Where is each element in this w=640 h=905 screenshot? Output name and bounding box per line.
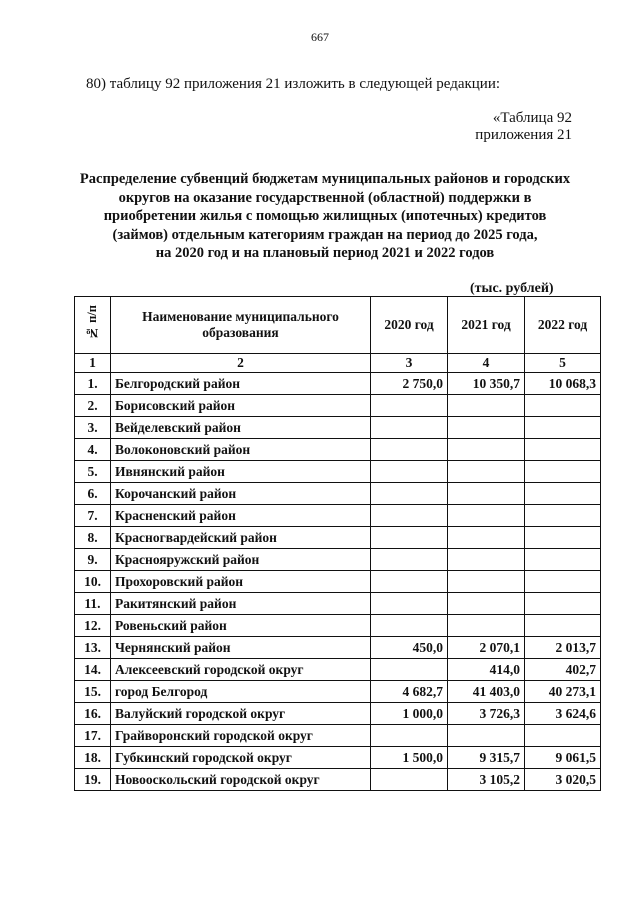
value-2020 bbox=[371, 615, 448, 637]
table-row bbox=[75, 549, 601, 571]
value-2020 bbox=[371, 461, 448, 483]
value-2022 bbox=[525, 549, 601, 571]
value-2022: 40 273,1 bbox=[525, 681, 601, 703]
table-row bbox=[75, 395, 601, 417]
table-row bbox=[75, 703, 601, 725]
title-line: округов на оказание государственной (областной) поддержки в bbox=[118, 189, 532, 206]
table-row bbox=[75, 439, 601, 461]
table-reference-line: «Таблица 92 bbox=[492, 110, 572, 126]
value-2021 bbox=[448, 461, 525, 483]
value-2021 bbox=[448, 483, 525, 505]
table-row bbox=[75, 483, 601, 505]
table-row bbox=[75, 725, 601, 747]
district-name: Алексеевский городской округ bbox=[111, 659, 371, 681]
column-number: 3 bbox=[371, 354, 448, 373]
table-header-row bbox=[75, 297, 601, 354]
value-2021 bbox=[448, 593, 525, 615]
units-label: (тыс. рублей) bbox=[470, 281, 554, 296]
value-2022 bbox=[525, 439, 601, 461]
value-2021 bbox=[448, 549, 525, 571]
header-num: № п/п bbox=[75, 297, 111, 354]
value-2022 bbox=[525, 527, 601, 549]
value-2022: 3 624,6 bbox=[525, 703, 601, 725]
title-line: на 2020 год и на плановый период 2021 и 2022 годов bbox=[155, 245, 495, 261]
value-2020 bbox=[371, 593, 448, 615]
title-line: (займов) отдельным категориям граждан на период до 2025 года, bbox=[112, 226, 538, 243]
row-number: 2. bbox=[75, 395, 111, 417]
district-name: Грайворонский городской округ bbox=[111, 725, 371, 747]
title-line: Распределение субвенций бюджетам муниципальных районов и городских bbox=[79, 171, 571, 187]
value-2020: 4 682,7 bbox=[371, 681, 448, 703]
value-2022 bbox=[525, 725, 601, 747]
column-number: 4 bbox=[448, 354, 525, 373]
document-title bbox=[60, 170, 590, 263]
value-2022: 2 013,7 bbox=[525, 637, 601, 659]
row-number: 19. bbox=[75, 769, 111, 791]
value-2022 bbox=[525, 417, 601, 439]
value-2022: 9 061,5 bbox=[525, 747, 601, 769]
district-name: Новооскольский городской округ bbox=[111, 769, 371, 791]
district-name: Краснояружский район bbox=[111, 549, 371, 571]
row-number: 15. bbox=[75, 681, 111, 703]
value-2022 bbox=[525, 615, 601, 637]
value-2020 bbox=[371, 395, 448, 417]
table-row bbox=[75, 527, 601, 549]
value-2021 bbox=[448, 571, 525, 593]
value-2021 bbox=[448, 439, 525, 461]
row-number: 6. bbox=[75, 483, 111, 505]
value-2022: 10 068,3 bbox=[525, 373, 601, 395]
district-name: Красненский район bbox=[111, 505, 371, 527]
table-row bbox=[75, 681, 601, 703]
value-2020 bbox=[371, 725, 448, 747]
row-number: 8. bbox=[75, 527, 111, 549]
intro-text: 80) таблицу 92 приложения 21 изложить в следующей редакции: bbox=[86, 76, 501, 92]
district-name: Ивнянский район bbox=[111, 461, 371, 483]
row-number: 16. bbox=[75, 703, 111, 725]
value-2020 bbox=[371, 527, 448, 549]
district-name: Ракитянский район bbox=[111, 593, 371, 615]
row-number: 7. bbox=[75, 505, 111, 527]
value-2020 bbox=[371, 659, 448, 681]
table-row bbox=[75, 373, 601, 395]
district-name: Прохоровский район bbox=[111, 571, 371, 593]
table-reference bbox=[440, 110, 572, 144]
table-reference-line: приложения 21 bbox=[475, 127, 572, 143]
value-2020 bbox=[371, 417, 448, 439]
value-2022 bbox=[525, 395, 601, 417]
row-number: 4. bbox=[75, 439, 111, 461]
row-number: 12. bbox=[75, 615, 111, 637]
district-name: город Белгород bbox=[111, 681, 371, 703]
table-row bbox=[75, 747, 601, 769]
value-2021: 41 403,0 bbox=[448, 681, 525, 703]
value-2022: 402,7 bbox=[525, 659, 601, 681]
district-name: Губкинский городской округ bbox=[111, 747, 371, 769]
value-2021 bbox=[448, 395, 525, 417]
row-number: 9. bbox=[75, 549, 111, 571]
header-name: Наименование муниципального образования bbox=[111, 297, 371, 354]
value-2020 bbox=[371, 505, 448, 527]
value-2021: 10 350,7 bbox=[448, 373, 525, 395]
table-row bbox=[75, 571, 601, 593]
value-2021: 9 315,7 bbox=[448, 747, 525, 769]
value-2022 bbox=[525, 483, 601, 505]
value-2021: 414,0 bbox=[448, 659, 525, 681]
value-2021 bbox=[448, 417, 525, 439]
table-row bbox=[75, 593, 601, 615]
row-number: 1. bbox=[75, 373, 111, 395]
value-2022 bbox=[525, 505, 601, 527]
value-2020 bbox=[371, 571, 448, 593]
value-2022 bbox=[525, 571, 601, 593]
value-2021 bbox=[448, 505, 525, 527]
row-number: 10. bbox=[75, 571, 111, 593]
table-row bbox=[75, 659, 601, 681]
value-2020 bbox=[371, 483, 448, 505]
district-name: Борисовский район bbox=[111, 395, 371, 417]
header-2022: 2022 год bbox=[525, 297, 601, 354]
row-number: 17. bbox=[75, 725, 111, 747]
table-row bbox=[75, 505, 601, 527]
value-2021 bbox=[448, 527, 525, 549]
district-name: Ровеньский район bbox=[111, 615, 371, 637]
column-number: 1 bbox=[75, 354, 111, 373]
value-2020: 1 000,0 bbox=[371, 703, 448, 725]
district-name: Корочанский район bbox=[111, 483, 371, 505]
column-number: 5 bbox=[525, 354, 601, 373]
district-name: Волоконовский район bbox=[111, 439, 371, 461]
row-number: 11. bbox=[75, 593, 111, 615]
table-body bbox=[75, 373, 601, 791]
column-number: 2 bbox=[111, 354, 371, 373]
table-row bbox=[75, 417, 601, 439]
district-name: Валуйский городской округ bbox=[111, 703, 371, 725]
value-2022 bbox=[525, 461, 601, 483]
value-2020 bbox=[371, 549, 448, 571]
column-number-row bbox=[75, 354, 601, 373]
page-number: 667 bbox=[311, 30, 329, 44]
row-number: 14. bbox=[75, 659, 111, 681]
value-2021: 3 726,3 bbox=[448, 703, 525, 725]
value-2021 bbox=[448, 725, 525, 747]
value-2020: 1 500,0 bbox=[371, 747, 448, 769]
district-name: Красногвардейский район bbox=[111, 527, 371, 549]
row-number: 13. bbox=[75, 637, 111, 659]
value-2021: 3 105,2 bbox=[448, 769, 525, 791]
value-2022: 3 020,5 bbox=[525, 769, 601, 791]
value-2022 bbox=[525, 593, 601, 615]
district-name: Вейделевский район bbox=[111, 417, 371, 439]
row-number: 3. bbox=[75, 417, 111, 439]
table-row bbox=[75, 637, 601, 659]
value-2020: 2 750,0 bbox=[371, 373, 448, 395]
row-number: 18. bbox=[75, 747, 111, 769]
table-row bbox=[75, 461, 601, 483]
header-2021: 2021 год bbox=[448, 297, 525, 354]
value-2020: 450,0 bbox=[371, 637, 448, 659]
row-number: 5. bbox=[75, 461, 111, 483]
value-2021: 2 070,1 bbox=[448, 637, 525, 659]
value-2021 bbox=[448, 615, 525, 637]
value-2020 bbox=[371, 439, 448, 461]
table-row bbox=[75, 615, 601, 637]
title-line: приобретении жилья с помощью жилищных (ипотечных) кредитов bbox=[103, 208, 547, 224]
header-2020: 2020 год bbox=[371, 297, 448, 354]
table-row bbox=[75, 769, 601, 791]
value-2020 bbox=[371, 769, 448, 791]
district-name: Белгородский район bbox=[111, 373, 371, 395]
district-name: Чернянский район bbox=[111, 637, 371, 659]
subsidy-table bbox=[74, 296, 601, 791]
